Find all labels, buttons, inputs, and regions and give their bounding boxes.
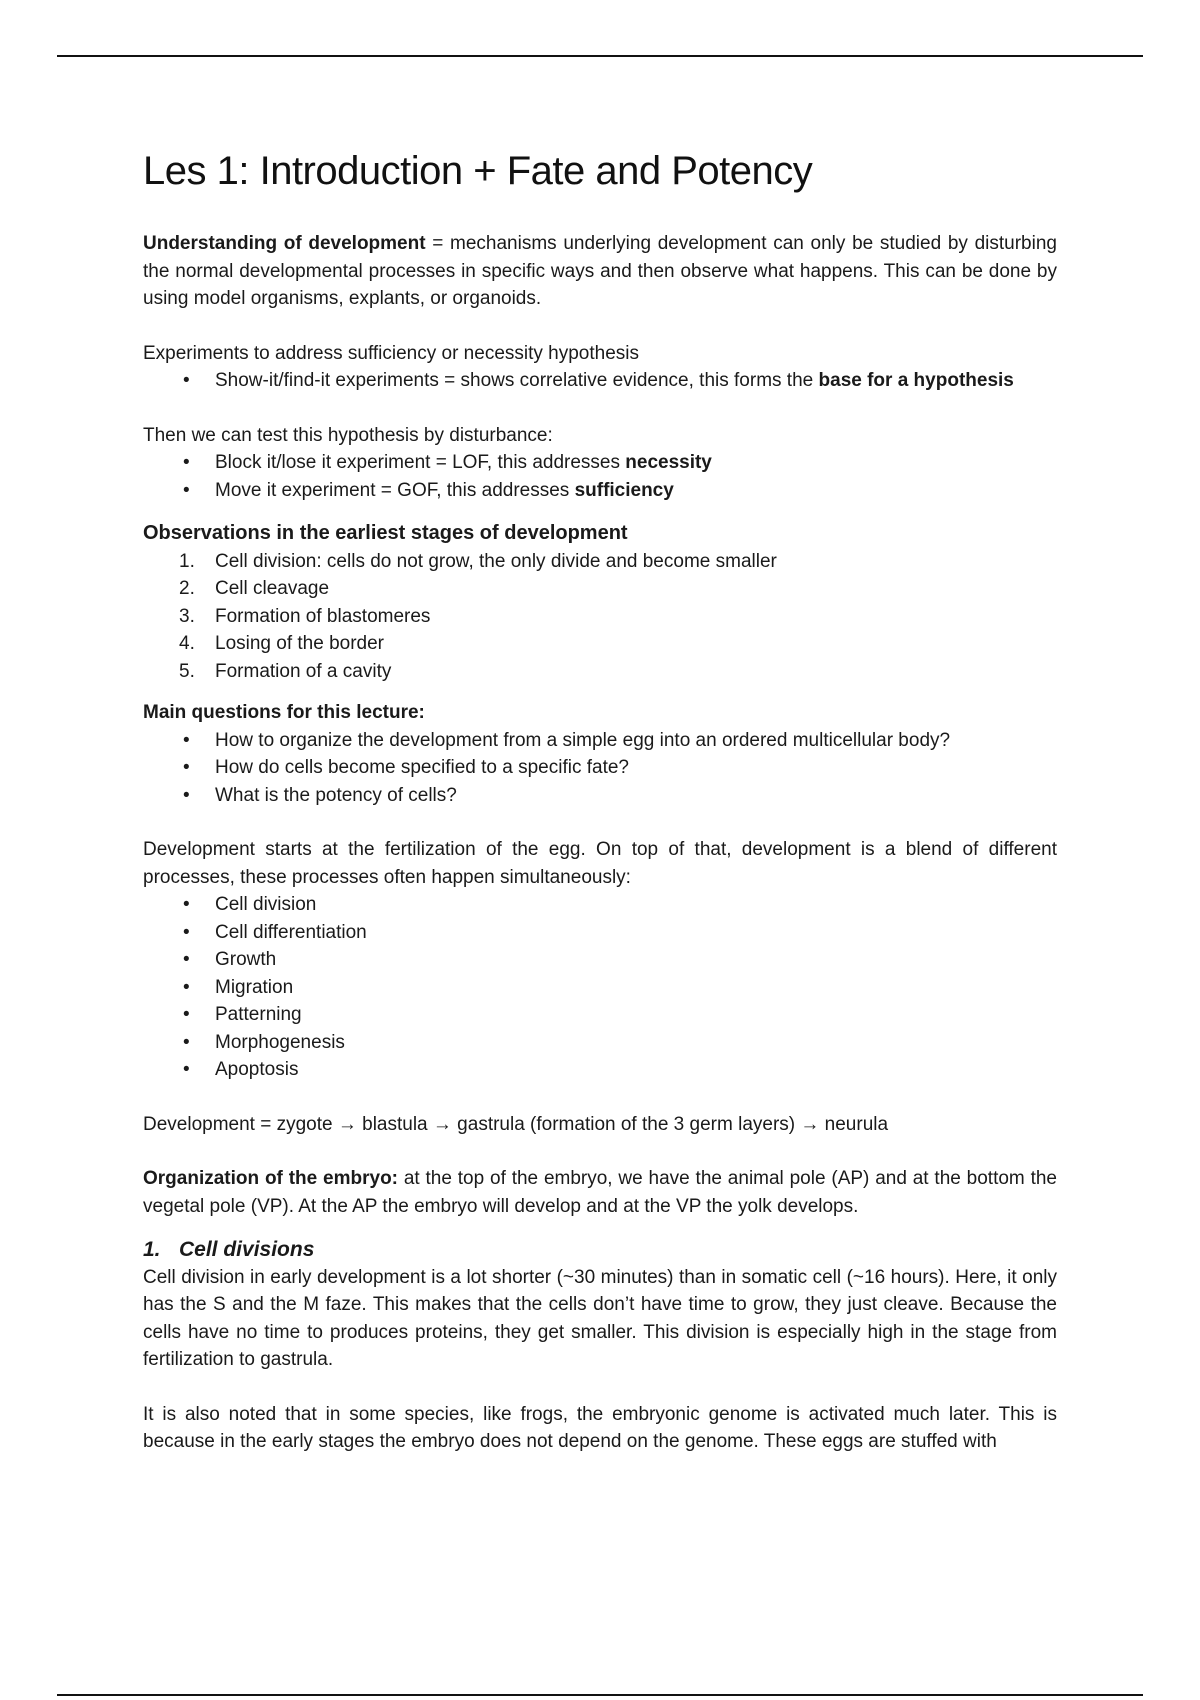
list-item: • Show-it/find-it experiments = shows correlative evidence, this forms the base for a hypothesis	[143, 367, 1057, 395]
document-page	[143, 145, 1057, 1456]
footer-rule	[57, 1694, 1143, 1696]
experiments-list	[143, 367, 1057, 395]
intro-text: = mechanisms underlying development can only be studied by disturbing the normal developmental processes in specific ways and then observe what happens. This can be done by using model organisms, explants, or organoids.	[143, 233, 1057, 309]
list-item: • Cell differentiation	[143, 919, 1057, 947]
section-heading-cell-divisions: 1. Cell divisions	[143, 1238, 315, 1261]
questions-list	[143, 727, 1057, 810]
questions-heading: Main questions for this lecture:	[143, 702, 425, 723]
intro-term: Understanding of development	[143, 233, 426, 254]
list-item: 3. Formation of blastomeres	[179, 605, 431, 627]
organization-term: Organization of the embryo:	[143, 1168, 399, 1189]
list-item: • Block it/lose it experiment = LOF, this addresses necessity	[143, 449, 1057, 477]
list-item: • Migration	[143, 974, 1057, 1002]
list-item: 5. Formation of a cavity	[179, 660, 392, 682]
experiments-heading: Experiments to address sufficiency or necessity hypothesis	[143, 342, 639, 364]
page-title: Les 1: Introduction + Fate and Potency	[143, 149, 813, 193]
organization-paragraph	[143, 1165, 1057, 1220]
observations-list	[143, 548, 1057, 686]
organization-text: at the top of the embryo, we have the animal pole (AP) and at the bottom the vegetal pole (VP). At the AP the embryo will develop and at the VP the yolk develops.	[143, 1168, 1057, 1217]
cell-division-paragraph-1: Cell division in early development is a lot shorter (~30 minutes) than in somatic cell (~16 hours). Here, it only has the S and the M faze. This makes that the cells don’t have time to grow, they just cleave. Because the cells have no time to produces proteins, they get smaller. This division is especially high in the stage from fertilization to gastrula.	[143, 1266, 1057, 1370]
processes-list	[143, 891, 1057, 1084]
list-item: 4. Losing of the border	[179, 633, 385, 654]
intro-paragraph	[143, 230, 1057, 313]
list-item: • How do cells become specified to a specific fate?	[143, 754, 1057, 782]
cell-division-paragraph-2: It is also noted that in some species, like frogs, the embryonic genome is activated much later. This is because in the early stages the embryo does not depend on the genome. These eggs are stuffed with	[143, 1403, 1057, 1452]
list-item: • Morphogenesis	[143, 1029, 1057, 1057]
processes-intro: Development starts at the fertilization of the egg. On top of that, development is a blend of different processes, these processes often happen simultaneously:	[143, 839, 1057, 888]
list-item: • Cell division	[143, 891, 1057, 919]
list-item: • How to organize the development from a simple egg into an ordered multicellular body?	[143, 727, 1057, 755]
test-heading: Then we can test this hypothesis by disturbance:	[143, 424, 553, 446]
list-item: 2. Cell cleavage	[179, 578, 330, 599]
development-sequence: Development = zygote → blastula → gastrula (formation of the 3 germ layers) → neurula	[143, 1113, 889, 1135]
observations-heading: Observations in the earliest stages of development	[143, 522, 628, 544]
test-list	[143, 449, 1057, 504]
header-rule	[57, 55, 1143, 57]
list-item: • Move it experiment = GOF, this addresses sufficiency	[143, 477, 1057, 505]
list-item: • Apoptosis	[143, 1056, 1057, 1084]
list-item: • Patterning	[143, 1001, 1057, 1029]
list-item: • What is the potency of cells?	[143, 782, 1057, 810]
list-item: 1. Cell division: cells do not grow, the only divide and become smaller	[179, 550, 777, 572]
list-item: • Growth	[143, 946, 1057, 974]
